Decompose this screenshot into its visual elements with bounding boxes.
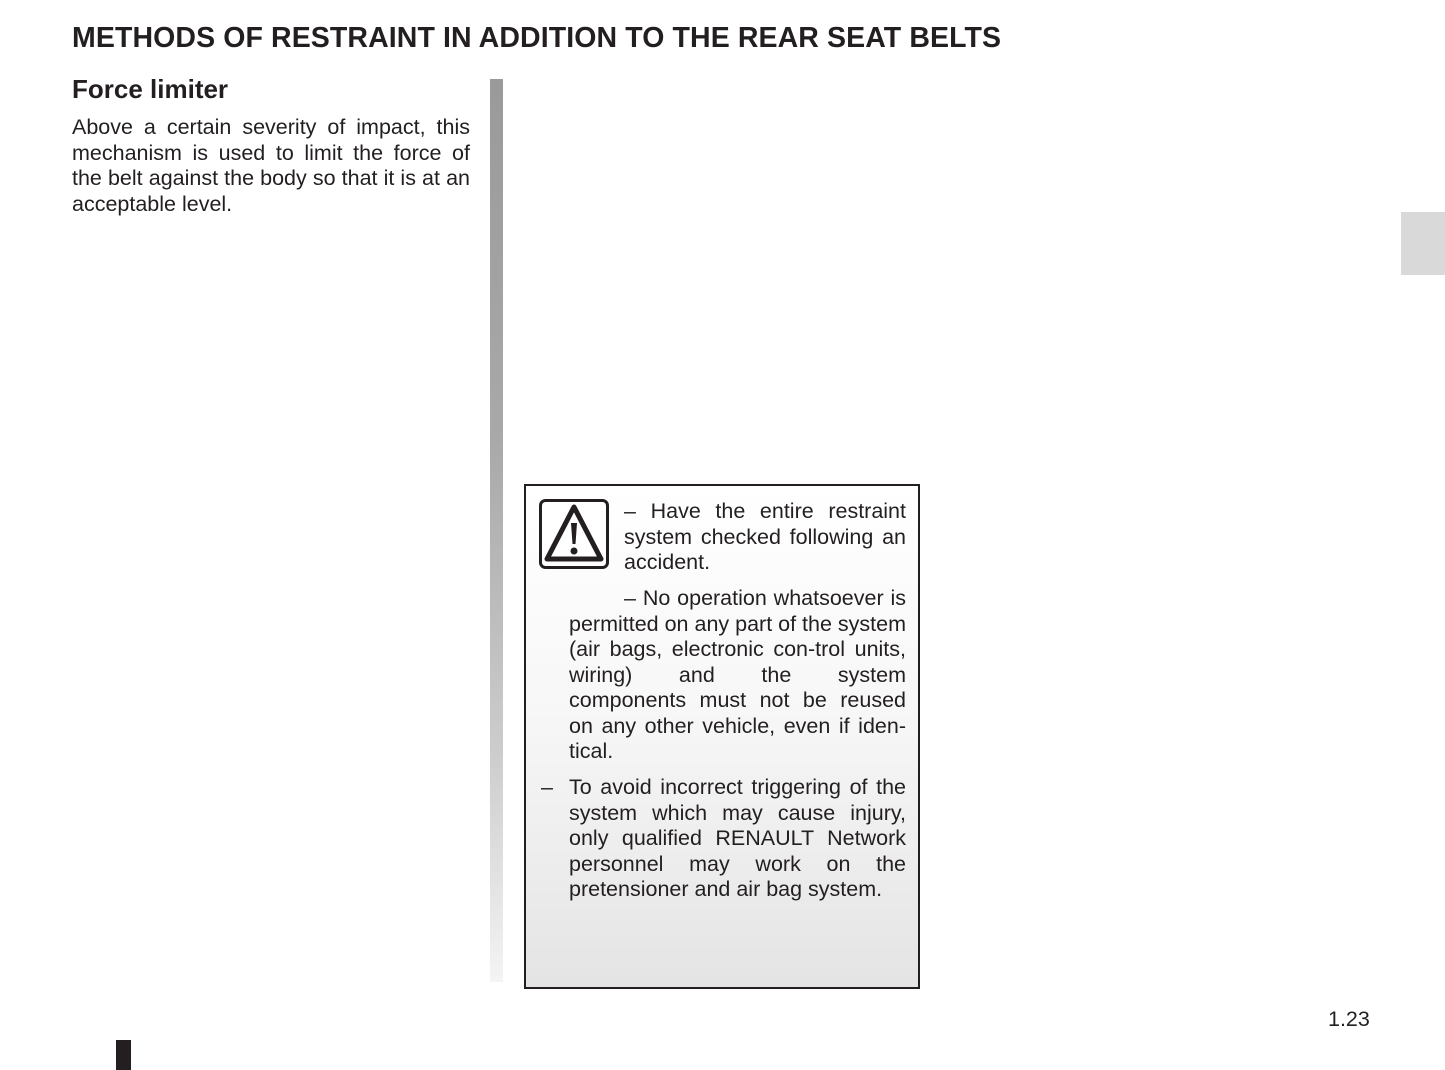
force-limiter-text: Above a certain severity of impact, this mechanism is used to limit the force of the belt against the body so that it is at an acceptable level.	[72, 115, 470, 216]
warning-item-dash: –	[541, 775, 553, 799]
warning-box	[524, 484, 920, 989]
corner-print-mark	[116, 1040, 131, 1070]
warning-item-no-operation: – No operation whatsoever is permitted on any part of the system (air bags, electronic con-trol units, wiring) and the system components must not be reused on any other vehicle, even if iden-tical.	[569, 586, 906, 763]
page-title: METHODS OF RESTRAINT IN ADDITION TO THE REAR SEAT BELTS	[72, 22, 1002, 54]
page-number: 1.23	[1328, 1007, 1370, 1031]
warning-item-qualified-personnel: To avoid incorrect triggering of the system which may cause injury, only qualified RENAULT Network personnel may work on the pretensioner and air bag system.	[569, 775, 906, 901]
warning-triangle-icon	[539, 499, 609, 569]
chapter-side-tab	[1401, 212, 1445, 275]
column-divider-bar	[490, 79, 503, 982]
warning-item-check-system: – Have the entire restraint system checked following an accident.	[624, 499, 906, 574]
section-heading-force-limiter: Force limiter	[72, 74, 229, 104]
